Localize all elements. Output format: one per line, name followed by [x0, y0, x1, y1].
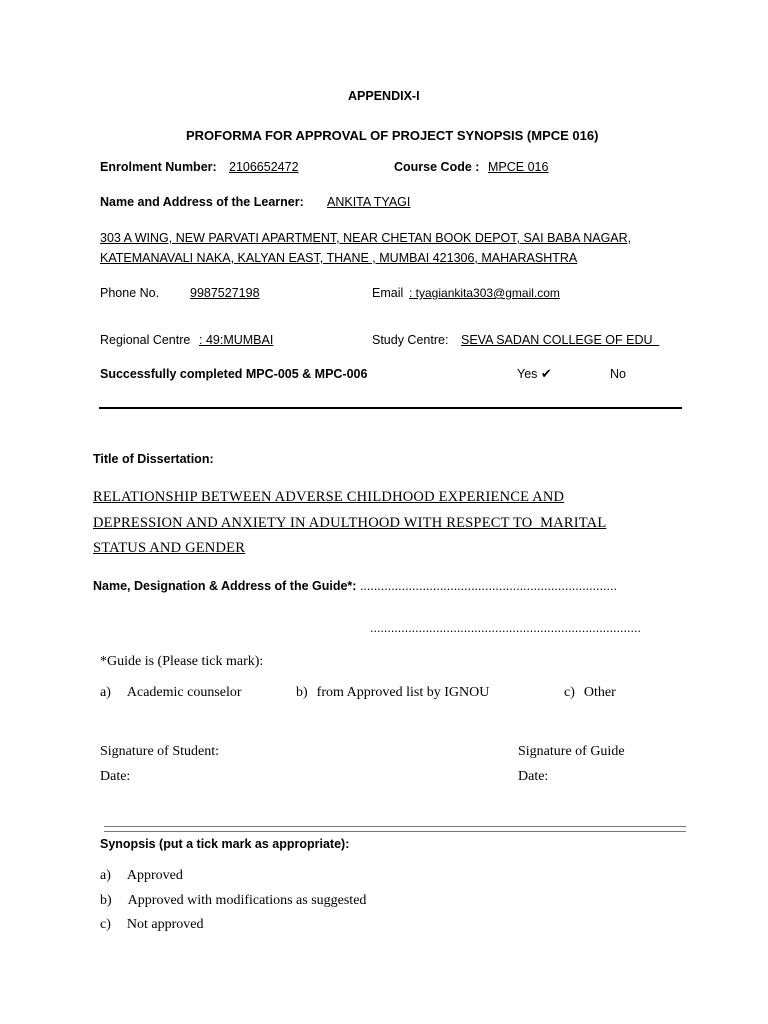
option-text: Not approved	[126, 917, 204, 932]
course-code-value: MPCE 016	[488, 160, 549, 174]
learner-name-label: Name and Address of the Learner:	[100, 195, 304, 209]
option-marker: b)	[296, 685, 308, 700]
synopsis-option-approved[interactable]	[100, 868, 183, 884]
learner-name-value: ANKITA TYAGI	[327, 195, 411, 209]
guide-option-other[interactable]	[564, 685, 616, 701]
phone-value: 9987527198	[190, 286, 260, 300]
completed-courses-label: Successfully completed MPC-005 & MPC-006	[100, 367, 368, 381]
appendix-heading: APPENDIX-I	[348, 89, 420, 103]
guide-signature-label: Signature of Guide	[518, 744, 625, 759]
regional-centre-label: Regional Centre	[100, 333, 191, 347]
student-date-label: Date:	[100, 769, 131, 784]
regional-centre-value: : 49:MUMBAI	[199, 333, 274, 347]
student-signature-label: Signature of Student:	[100, 744, 219, 759]
study-centre-value: SEVA SADAN COLLEGE OF EDU	[461, 333, 660, 347]
guide-label: Name, Designation & Address of the Guide*:	[93, 579, 357, 593]
synopsis-option-not-approved[interactable]	[100, 917, 203, 933]
yes-label: Yes	[517, 367, 538, 381]
address-line-2: KATEMANAVALI NAKA, KALYAN EAST, THANE , MUMBAI 421306, MAHARASHTRA	[100, 251, 578, 265]
option-marker: c)	[564, 685, 575, 700]
guide-tick-prompt: *Guide is (Please tick mark):	[100, 654, 264, 669]
double-divider	[104, 826, 686, 832]
enrolment-label: Enrolment Number:	[100, 160, 217, 174]
study-centre-label: Study Centre:	[372, 333, 449, 347]
guide-details[interactable]	[93, 579, 617, 593]
dissertation-title-line-1: RELATIONSHIP BETWEEN ADVERSE CHILDHOOD EXPERIENCE AND	[93, 489, 565, 505]
synopsis-option-modifications[interactable]	[100, 893, 366, 909]
section-divider	[99, 407, 682, 409]
proforma-title: PROFORMA FOR APPROVAL OF PROJECT SYNOPSIS (MPCE 016)	[186, 128, 599, 143]
option-text: Approved with modifications as suggested	[127, 893, 367, 908]
dissertation-title-line-2: DEPRESSION AND ANXIETY IN ADULTHOOD WITH RESPECT TO MARITAL	[93, 515, 607, 531]
phone-label: Phone No.	[100, 286, 160, 300]
dissertation-title-line-3: STATUS AND GENDER	[93, 540, 246, 556]
option-marker: b)	[100, 893, 112, 908]
course-code-label: Course Code :	[394, 160, 480, 174]
enrolment-value: 2106652472	[229, 160, 299, 174]
option-marker: a)	[100, 868, 111, 883]
option-text: Approved	[126, 868, 183, 883]
guide-dots-line-1: ..........................................................................	[356, 579, 617, 593]
option-marker: c)	[100, 917, 111, 932]
guide-option-academic[interactable]	[100, 685, 242, 701]
synopsis-label: Synopsis (put a tick mark as appropriate):	[100, 837, 350, 851]
option-text: from Approved list by IGNOU	[316, 685, 490, 700]
yes-option[interactable]	[517, 367, 552, 382]
address-line-1: 303 A WING, NEW PARVATI APARTMENT, NEAR CHETAN BOOK DEPOT, SAI BABA NAGAR,	[100, 231, 632, 245]
dissertation-title-label: Title of Dissertation:	[93, 452, 214, 466]
guide-option-approved-list[interactable]	[296, 685, 489, 701]
option-text: Academic counselor	[126, 685, 242, 700]
check-icon: ✔	[540, 367, 552, 382]
guide-date-label: Date:	[518, 769, 549, 784]
no-option[interactable]: No	[610, 367, 626, 381]
option-marker: a)	[100, 685, 111, 700]
email-value: : tyagiankita303@gmail.com	[409, 286, 560, 300]
option-text: Other	[583, 685, 616, 700]
email-label: Email	[372, 286, 404, 300]
guide-dots-line-2[interactable]: ..............................................................................	[370, 621, 641, 635]
